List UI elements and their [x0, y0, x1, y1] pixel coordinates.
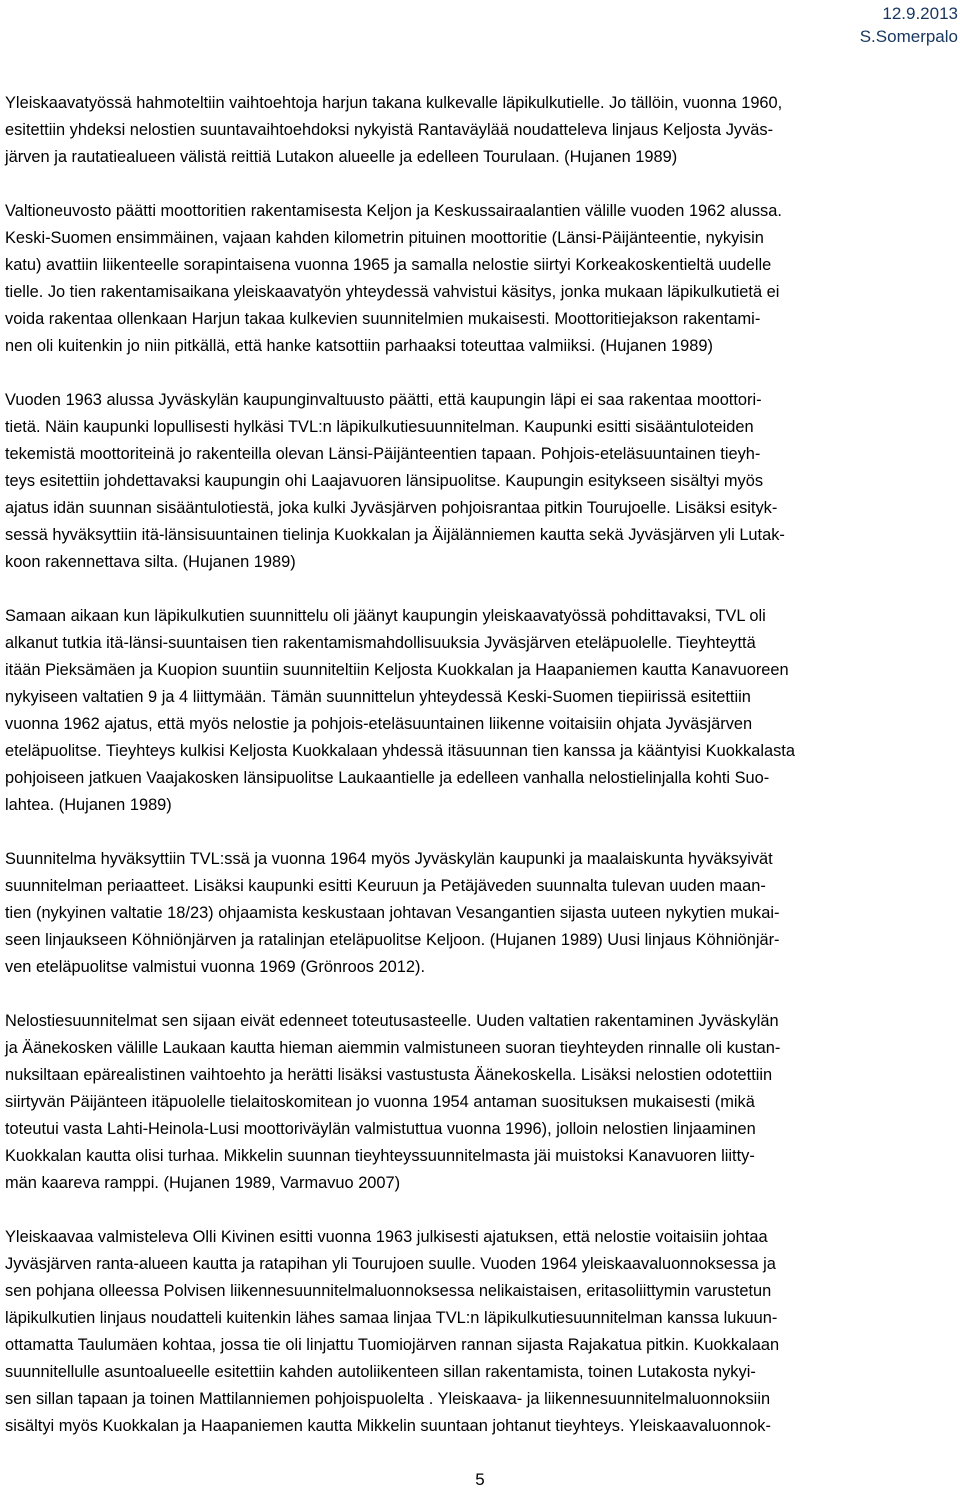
text-line: alkanut tutkia itä-länsi-suuntaisen tien rakentamismahdollisuuksia Jyväsjärven eteläpuolelle. Tieyhteyttä [5, 634, 756, 652]
text-line: sisältyi myös Kuokkalan ja Haapaniemen kautta Mikkelin suuntaan johtanut tieyhteys. Yleiskaavaluonnok- [5, 1417, 771, 1435]
page-header [860, 2, 958, 48]
text-line: tekemistä moottoriteinä jo rakenteilla olevan Länsi-Päijänteentien tapaan. Pohjois-eteläsuuntainen tieyh- [5, 445, 761, 463]
paragraph [5, 198, 955, 360]
text-line: Suunnitelma hyväksyttiin TVL:ssä ja vuonna 1964 myös Jyväskylän kaupunki ja maalaiskunta hyväksyivät [5, 850, 773, 868]
text-line: suunnitelman periaatteet. Lisäksi kaupunki esitti Keuruun ja Petäjäveden suunnalta tulevan uuden maan- [5, 877, 766, 895]
text-line: tietä. Näin kaupunki lopullisesti hylkäsi TVL:n läpikulkutiesuunnitelman. Kaupunki esitti sisääntuloteiden [5, 418, 754, 436]
paragraph [5, 1224, 955, 1440]
paragraph [5, 90, 955, 171]
text-line: toteutui vasta Lahti-Heinola-Lusi moottoriväylän valmistuttua vuonna 1996), jolloin nelostien linjaaminen [5, 1120, 756, 1138]
text-line: järven ja rautatiealueen välistä reittiä Lutakon alueelle ja edelleen Tourulaan. (Hujanen 1989) [5, 148, 678, 166]
text-line: nykyiseen valtatien 9 ja 4 liittymään. Tämän suunnittelun yhteydessä Keski-Suomen tiepiirissä esitettiin [5, 688, 751, 706]
paragraph [5, 603, 955, 819]
text-line: lahtea. (Hujanen 1989) [5, 796, 172, 814]
text-line: män kaareva ramppi. (Hujanen 1989, Varmavuo 2007) [5, 1174, 401, 1192]
text-line: ja Äänekosken välille Laukaan kautta hieman aiemmin valmistuneen suoran tieyhteyden rinnalle oli kustan- [5, 1039, 781, 1057]
text-line: sen sillan tapaan ja toinen Mattilanniemen pohjoispuolelta . Yleiskaava- ja liikennesuunnitelmaluonnoksiin [5, 1390, 771, 1408]
text-line: Samaan aikaan kun läpikulkutien suunnittelu oli jäänyt kaupungin yleiskaavatyössä pohdittavaksi, TVL oli [5, 607, 766, 625]
paragraph [5, 1008, 955, 1197]
page-number: 5 [475, 1470, 485, 1489]
body-text [5, 90, 955, 1467]
text-line: Keski-Suomen ensimmäinen, vajaan kahden kilometrin pituinen moottoritie (Länsi-Päijänteentie, nykyisin [5, 229, 764, 247]
text-line: eteläpuolitse. Tieyhteys kulkisi Keljosta Kuokkalaan yhdessä itäsuunnan tien kanssa ja kääntyisi Kuokkalasta [5, 742, 795, 760]
text-line: teys esitettiin johdettavaksi kaupungin ohi Laajavuoren länsipuolitse. Kaupungin esitykseen sisältyi myös [5, 472, 764, 490]
paragraph [5, 846, 955, 981]
text-line: ajatus idän suunnan sisääntulotiestä, joka kulki Jyväsjärven pohjoisrantaa pitkin Tourujoelle. Lisäksi esityk- [5, 499, 778, 517]
text-line: läpikulkutien linjaus noudatteli kuitenkin lähes samaa linjaa TVL:n läpikulkutiesuunnitelman kanssa lukuun- [5, 1309, 778, 1327]
text-line: ven eteläpuolitse valmistui vuonna 1969 (Grönroos 2012). [5, 958, 426, 976]
paragraph [5, 387, 955, 576]
text-line: Kuokkalan kautta olisi turhaa. Mikkelin suunnan tieyhteyssuunnitelmasta jäi muistoksi Kanavuoren liitty- [5, 1147, 755, 1165]
text-line: vuonna 1962 ajatus, että myös nelostie ja pohjois-eteläsuuntainen liikenne voitaisiin ohjata Jyväsjärven [5, 715, 753, 733]
text-line: esitettiin yhdeksi nelostien suuntavaihtoehdoksi nykyistä Rantaväylää noudatteleva linjaus Keljosta Jyväs- [5, 121, 774, 139]
text-line: koon rakennettava silta. (Hujanen 1989) [5, 553, 296, 571]
text-line: sen pohjana olleessa Polvisen liikennesuunnitelmaluonnoksessa nelikaistaisen, eritasoliittymin varustetun [5, 1282, 772, 1300]
text-line: Vuoden 1963 alussa Jyväskylän kaupunginvaltuusto päätti, että kaupungin läpi ei saa rakentaa moottori- [5, 391, 762, 409]
text-line: Jyväsjärven ranta-alueen kautta ja ratapihan yli Tourujoen suulle. Vuoden 1964 yleiskaavaluonnoksessa ja [5, 1255, 776, 1273]
text-line: tien (nykyinen valtatie 18/23) ohjaamista keskustaan johtavan Vesangantien sijasta uuteen nykytien mukai- [5, 904, 780, 922]
text-line: suunnitellulle asuntoalueelle esitettiin kahden autoliikenteen sillan rakentamista, toinen Lutakosta nykyi- [5, 1363, 756, 1381]
text-line: sessä hyväksyttiin itä-länsisuuntainen tielinja Kuokkalan ja Äijälänniemen kautta sekä Jyväsjärven yli Lutak- [5, 526, 785, 544]
text-line: seen linjaukseen Köhniönjärven ja ratalinjan eteläpuolitse Keljoon. (Hujanen 1989) Uusi linjaus Köhniönjär- [5, 931, 780, 949]
text-line: siirtyvän Päijänteen itäpuolelle tielaitoskomitean jo vuonna 1954 antaman suosituksen mukaisesti (mikä [5, 1093, 755, 1111]
text-line: tielle. Jo tien rakentamisaikana yleiskaavatyön yhteydessä vahvistui käsitys, jonka mukaan läpikulkutietä ei [5, 283, 780, 301]
text-line: itään Pieksämäen ja Kuopion suuntiin suunniteltiin Keljosta Kuokkalan ja Haapaniemen kautta Kanavuoreen [5, 661, 789, 679]
text-line: nen oli kuitenkin jo niin pitkällä, että hanke katsottiin parhaaksi toteuttaa valmiiksi. (Hujanen 1989) [5, 337, 713, 355]
text-line: pohjoiseen jatkuen Vaajakosken länsipuolitse Laukaantielle ja edelleen vanhalla nelostielinjalla kohti Suo- [5, 769, 770, 787]
text-line: nuksiltaan epärealistinen vaihtoehto ja herätti lisäksi vastustusta Äänekoskella. Lisäksi nelostien odotettiin [5, 1066, 773, 1084]
text-line: Valtioneuvosto päätti moottoritien rakentamisesta Keljon ja Keskussairaalantien välille vuoden 1962 alussa. [5, 202, 782, 220]
text-line: katu) avattiin liikenteelle sorapintaisena vuonna 1965 ja samalla nelostie siirtyi Korkeakoskentieltä uudelle [5, 256, 772, 274]
header-author: S.Somerpalo [859, 27, 958, 46]
text-line: Nelostiesuunnitelmat sen sijaan eivät edenneet toteutusasteelle. Uuden valtatien rakentaminen Jyväskylän [5, 1012, 779, 1030]
header-date: 12.9.2013 [882, 4, 958, 23]
text-line: voida rakentaa ollenkaan Harjun takaa kulkevien suunnitelmien mukaisesti. Moottoritiejakson rakentami- [5, 310, 761, 328]
text-line: Yleiskaavaa valmisteleva Olli Kivinen esitti vuonna 1963 julkisesti ajatuksen, että nelostie voitaisiin johtaa [5, 1228, 768, 1246]
text-line: ottamatta Taulumäen kohtaa, jossa tie oli linjattu Tuomiojärven rannan sijasta Rajakatua pitkin. Kuokkalaan [5, 1336, 780, 1354]
text-line: Yleiskaavatyössä hahmoteltiin vaihtoehtoja harjun takana kulkevalle läpikulkutielle. Jo tällöin, vuonna 1960, [5, 94, 783, 112]
